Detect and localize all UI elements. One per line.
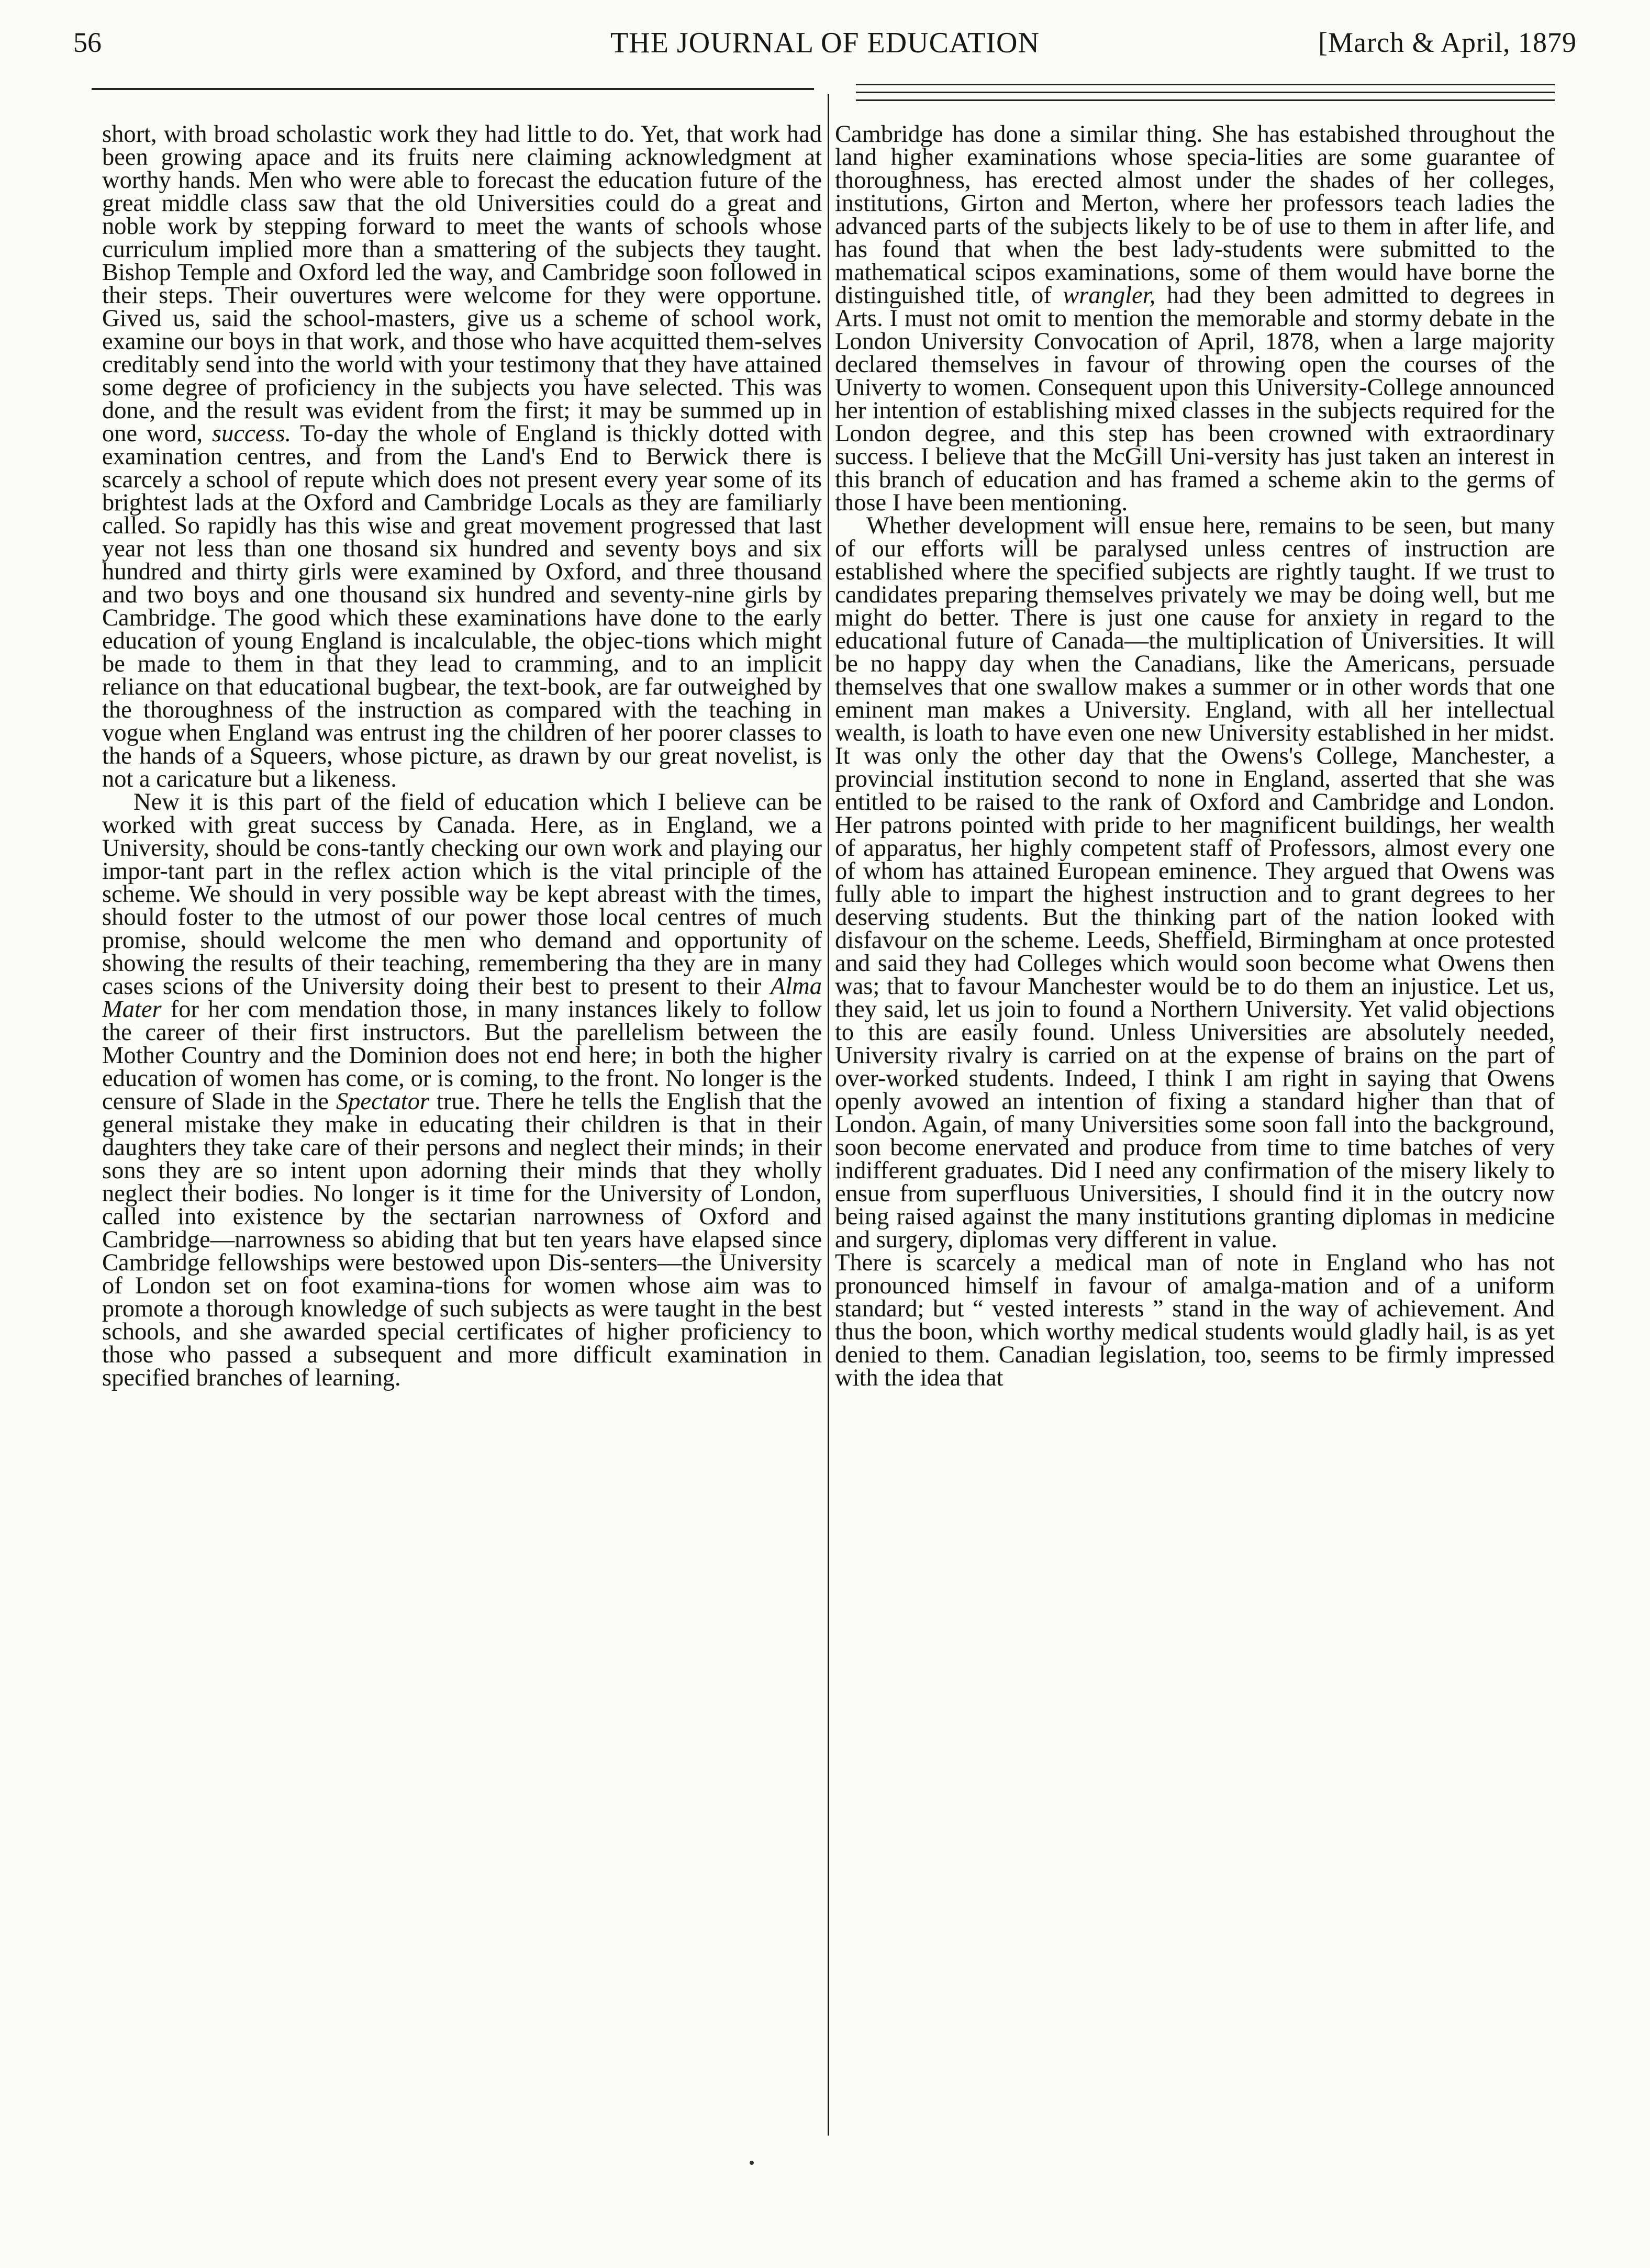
paragraph: There is scarcely a medical man of note in England who has not pronounced himself in favour of amalga-mation and of a uniform standard; but “ vested interests ” stand in the way of achievement. And thus the boon, which worthy medical students would gladly hail, is as yet denied to them. Canadian legislation, too, seems to be firmly impressed with the idea that: [835, 1249, 1555, 1391]
italic-text: Alma Mater: [102, 973, 822, 1023]
paragraph-text: for her com mendation those, in many instances likely to follow the career of their first instructors. But the parellelism between the Mother Country and the Dominion does not end here; in both the higher education of women has come, or is coming, to the front. No longer is the censure of Slade in the: [102, 996, 822, 1115]
column-divider: [828, 94, 829, 2136]
paragraph-text: New it is this part of the field of education which I believe can be worked with great success by Canada. Here, as in England, we a University, should be cons-tantly checking our own work and playing our impor-tant part in the reflex action which is the vital principle of the scheme. We should in very possible way be kept abreast with the times, should foster to the utmost of our power those local centres of much promise, should welcome the men who demand and opportunity of showing the results of their teaching, remembering tha they are in many cases scions of the University doing their best to present to their: [102, 789, 822, 1000]
paragraph: Whether development will ensue here, remains to be seen, but many of our efforts will be paralysed unless centres of instruction are established where the specified subjects are rightly taught. If we trust to candidates preparing themselves privately we may be doing well, but me might do better. There is just one cause for anxiety in regard to the educational future of Canada—the multiplication of Universities. It will be no happy day when the Canadians, like the Americans, persuade themselves that one swallow makes a summer or in other words that one eminent man makes a University. England, with all her intellectual wealth, is loath to have even one new University established in her midst. It was only the other day that the Owens's College, Manchester, a provincial institution second to none in England, asserted that she was entitled to be raised to the rank of Oxford and Cambridge and London. Her patrons pointed with pride to her magnificent buildings, her wealth of apparatus, her highly competent staff of Professors, almost every one of whom has attained European eminence. They argued that Owens was fully able to impart the highest instruction and to grant degrees to her deserving students. But the thinking part of the nation looked with disfavour on the scheme. Leeds, Sheffield, Birmingham at once protested and said they had Colleges which would soon become what Owens then was; that to favour Manchester would be to do them an injustice. Let us, they said, let us join to found a Northern University. Yet valid objections to this are easily found. Unless Universities are absolutely needed, University rivalry is carried on at the expense of brains on the part of over-worked students. Indeed, I think I am right in saying that Owens openly avowed an intention of fixing a standard higher than that of London. Again, of many Universities some soon fall into the background, soon become enervated and produce from time to time batches of very indifferent graduates. Did I need any confirmation of the misery likely to ensue from superfluous Universities, I should find it in the outcry now being raised against the many institutions granting diplomas in medicine and surgery, diplomas very different in value.: [835, 512, 1555, 1253]
page-header: [73, 26, 1577, 68]
right-column: [835, 123, 1555, 2130]
italic-text: wrangler,: [1063, 282, 1156, 309]
page-number: 56: [73, 27, 102, 58]
header-rule-right: [856, 92, 1555, 93]
paragraph-text: had they been admitted to degrees in Arts. I must not omit to mention the memorable and stormy debate in the London University Convocation of April, 1878, when a large majority declared themselves in favour of throwing open the courses of the Univerty to women. Consequent upon this University-College announced her intention of establishing mixed classes in the subjects required for the London degree, and this step has been crowned with extraordinary success. I believe that the McGill Uni-versity has just taken an interest in this branch of education and has framed a scheme akin to the germs of those I have been mentioning.: [835, 282, 1555, 516]
paragraph-text: To-day the whole of England is thickly dotted with examination centres, and from the Land's End to Berwick there is scarcely a school of repute which does not present every year some of its brightest lads at the Oxford and Cambridge Locals as they are familiarly called. So rapidly has this wise and great movement progressed that last year not less than one thosand six hundred and seventy boys and six hundred and thirty girls were examined by Oxford, and three thousand and two boys and one thousand six hundred and seventy-nine girls by Cambridge. The good which these examinations have done to the early education of young England is incalculable, the objec-tions which might be made to them in that they lead to cramming, and to an implicit reliance on that educational bugbear, the text-book, are far outweighed by the thoroughness of the instruction as compared with the teaching in vogue when England was entrust ing the children of her poorer classes to the hands of a Squeers, whose picture, as drawn by our great novelist, is not a caricature but a likeness.: [102, 420, 822, 792]
paragraph-text: Cambridge has done a similar thing. She has estabished throughout the land higher examinations whose specia-lities are some guarantee of thoroughness, has erected almost under the shades of her colleges, institutions, Girton and Merton, where her professors teach ladies the advanced parts of the subjects likely to be of use to them in after life, and has found that when the best lady-students were submitted to the mathematical scipos examinations, some of them would have borne the distinguished title, of: [835, 123, 1555, 309]
paragraph: [835, 123, 1555, 515]
paragraph: [102, 791, 822, 1390]
paragraph-text: true. There he tells the English that the general mistake they make in educating their children is that in their daughters they take care of their persons and neglect their minds; in their sons they are so intent upon adorning their minds that they wholly neglect their bodies. No longer is it time for the University of London, called into existence by the sectarian narrowness of Oxford and Cambridge—narrowness so abiding that but ten years have elapsed since Cambridge fellowships were bestowed upon Dis-senters—the University of London set on foot examina-tions for women whose aim was to promote a thorough knowledge of such subjects as were taught in the best schools, and she awarded special certificates of higher proficiency to those who passed a subsequent and more difficult examination in specified branches of learning.: [102, 1088, 822, 1391]
header-rule-right: [856, 84, 1555, 85]
paragraph-text: short, with broad scholastic work they had little to do. Yet, that work had been growing apace and its fruits nere claiming acknowledgment at worthy hands. Men who were able to forecast the education future of the great middle class saw that the old Universities could do a great and noble work by stepping forward to meet the wants of schools whose curriculum implied more than a smattering of the subjects they taught. Bishop Temple and Oxford led the way, and Cambridge soon followed in their steps. Their ouvertures were welcome for they were opportune. Gived us, said the school-masters, give us a scheme of school work, examine our boys in that work, and those who have acquitted them-selves creditably send into the world with your testimony that they have attained some degree of proficiency in the subjects you have selected. This was done, and the result was evident from the first; it may be summed up in one word,: [102, 123, 822, 447]
header-rule-right: [856, 99, 1555, 101]
paragraph: [102, 123, 822, 791]
ink-speck: [750, 2161, 754, 2165]
italic-text: success.: [212, 420, 292, 447]
italic-text: Spectator: [336, 1088, 430, 1115]
header-rule-left: [92, 88, 814, 90]
left-column: [102, 123, 822, 2130]
issue-date: [March & April, 1879: [1318, 27, 1577, 58]
journal-title: THE JOURNAL OF EDUCATION: [610, 27, 1040, 59]
